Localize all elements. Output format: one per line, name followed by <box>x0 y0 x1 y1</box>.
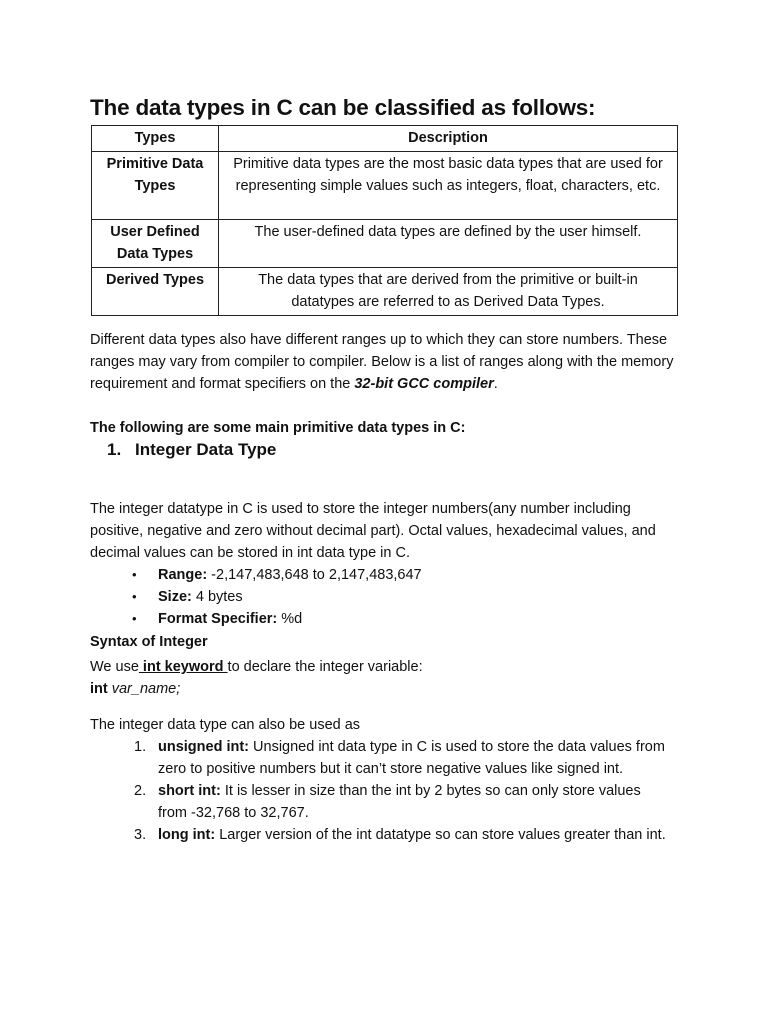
property-label: Range: <box>158 567 208 583</box>
syntax-prefix: We use <box>90 659 139 675</box>
integer-paragraph: The integer datatype in C is used to store the integer numbers(any number including positive, negative and zero without decimal part). Octal values, hexadecimal values, and decimal values can be stored in int data type in C. <box>90 501 656 561</box>
variant-text: It is lesser in size than the int by 2 bytes so can only store values from -32,768 to 32,767. <box>158 783 641 821</box>
table-cell-type: Derived Types <box>92 268 219 316</box>
code-keyword: int <box>90 681 108 697</box>
table-cell-type: Primitive Data Types <box>92 152 219 220</box>
list-item <box>132 564 422 586</box>
table-cell-description: The user-defined data types are defined by the user himself. <box>219 220 678 268</box>
column-header-types: Types <box>92 126 219 152</box>
syntax-heading: Syntax of Integer <box>90 634 208 650</box>
integer-variants-list <box>132 736 672 846</box>
property-label: Size: <box>158 589 192 605</box>
table-header-row <box>92 126 678 152</box>
list-item <box>132 586 422 608</box>
item-number: 3. <box>134 827 147 843</box>
property-value: 4 bytes <box>191 589 243 605</box>
bullet-icon: • <box>132 567 137 582</box>
table-cell-description: The data types that are derived from the primitive or built-in datatypes are referred to as Derived Data Types. <box>219 268 678 316</box>
table-cell-type: User Defined Data Types <box>92 220 219 268</box>
data-types-table <box>91 125 678 316</box>
property-label: Format Specifier: <box>158 611 278 627</box>
code-line <box>90 678 680 700</box>
column-header-description: Description <box>219 126 678 152</box>
variant-text: Unsigned int data type in C is used to store the data values from zero to positive numbers but it can’t store negative values like signed int. <box>158 739 665 777</box>
variant-label: short int: <box>158 783 221 799</box>
property-value: -2,147,483,648 to 2,147,483,647 <box>207 567 422 583</box>
also-used-text: The integer data type can also be used as <box>90 717 361 733</box>
variant-text: Larger version of the int datatype so can store values greater than int. <box>215 827 666 843</box>
ranges-paragraph <box>90 329 680 395</box>
item-number: 2. <box>134 783 147 799</box>
ranges-text: Different data types also have different ranges up to which they can store numbers. These ranges may vary from compiler to compiler. Below is a list of ranges along with the memory requirement and format specifiers on the <box>90 332 674 392</box>
table-cell-description: Primitive data types are the most basic data types that are used for representing simple values such as integers, float, characters, etc. <box>219 152 678 220</box>
section-heading <box>107 440 276 460</box>
section-number: 1. <box>107 440 122 459</box>
page-title: The data types in C can be classified as follows: <box>90 95 596 120</box>
list-item <box>132 780 672 824</box>
property-value: %d <box>277 611 303 627</box>
integer-properties-list <box>132 564 422 630</box>
syntax-suffix: to declare the integer variable: <box>227 659 423 675</box>
code-var-name: var_name; <box>107 681 181 697</box>
table-row <box>92 268 678 316</box>
int-keyword-link[interactable]: int keyword <box>138 659 228 675</box>
item-number: 1. <box>134 739 147 755</box>
list-item <box>132 736 672 780</box>
bullet-icon: • <box>132 589 137 604</box>
ranges-end: . <box>493 376 498 392</box>
list-item <box>132 824 672 846</box>
variant-label: unsigned int: <box>158 739 250 755</box>
syntax-line <box>90 656 680 678</box>
primitive-intro: The following are some main primitive data types in C: <box>90 420 466 436</box>
compiler-emphasis: 32-bit GCC compiler <box>354 376 494 392</box>
list-item <box>132 608 422 630</box>
table-row <box>92 152 678 220</box>
section-title: Integer Data Type <box>135 440 277 459</box>
bullet-icon: • <box>132 611 137 626</box>
variant-label: long int: <box>158 827 216 843</box>
table-row <box>92 220 678 268</box>
